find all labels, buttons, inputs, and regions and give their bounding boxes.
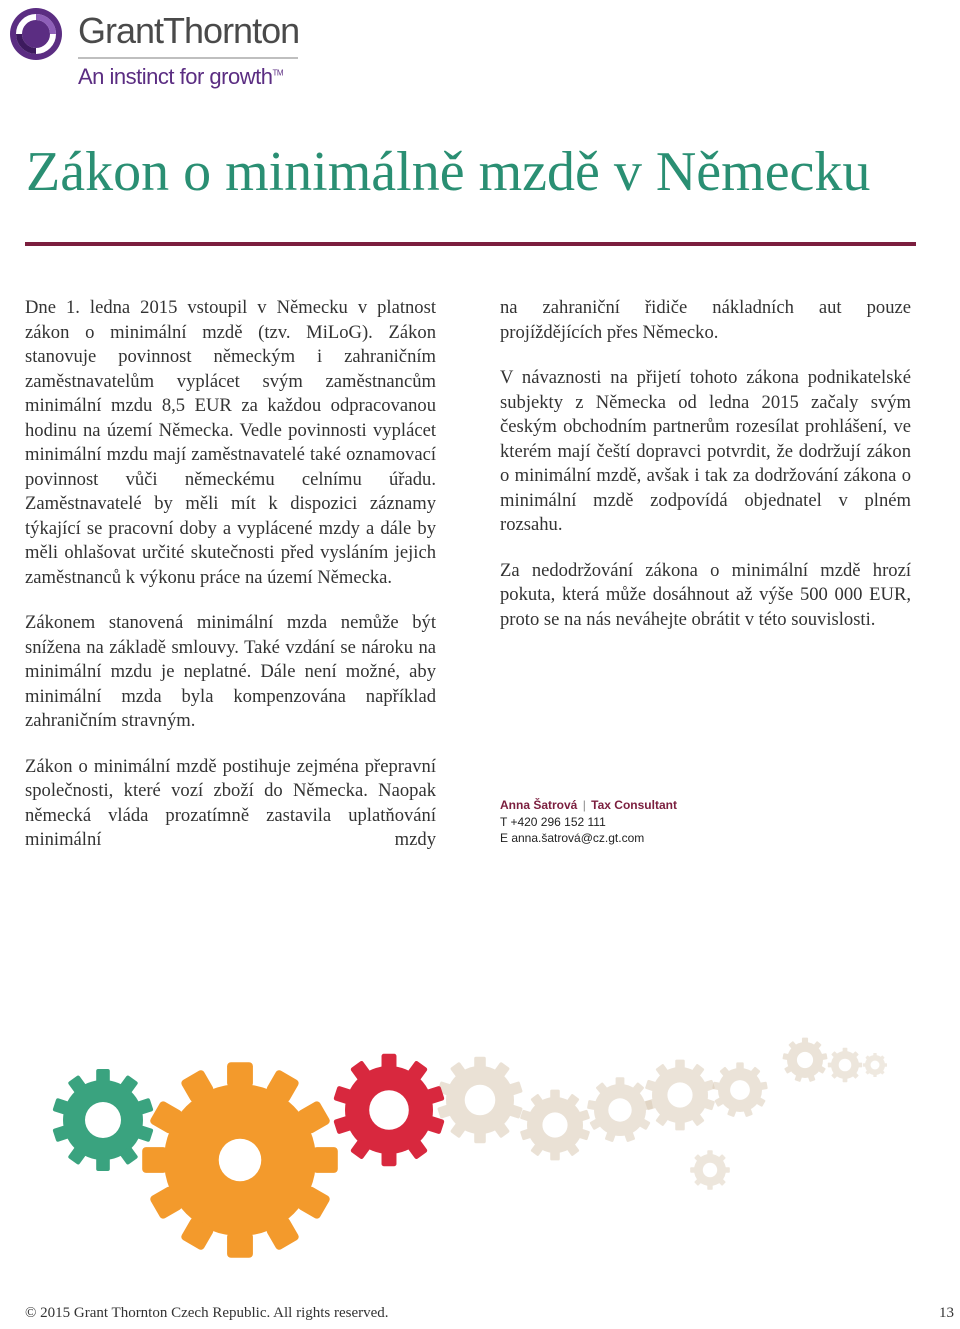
- page-number: 13: [939, 1305, 954, 1321]
- gear-icon: [333, 1054, 445, 1166]
- gear-icon: [520, 1090, 590, 1161]
- gear-icon: [690, 1150, 730, 1190]
- gear-icon: [142, 1062, 338, 1258]
- contact-block: [500, 797, 677, 847]
- paragraph: Zákon o minimální mzdě postihuje zejména přepravní společnosti, které vozí zboží do Německa. Naopak německá vláda prozatímně zastavila uplatňování minimální mzdy: [25, 755, 436, 850]
- contact-email[interactable]: E anna.šatrová@cz.gt.com: [500, 831, 645, 845]
- contact-name: Anna Šatrová: [500, 798, 578, 812]
- grant-thornton-logo: [6, 4, 306, 96]
- grant-thornton-logo-mark-icon: [6, 4, 66, 64]
- paragraph: na zahraniční řidiče nákladních aut pouze projíždějících přes Německo.: [500, 297, 911, 343]
- gear-icon: [587, 1077, 653, 1142]
- gear-icon: [863, 1053, 887, 1077]
- paragraph: Zákonem stanovená minimální mzda nemůže být snížena na základě smlouvy. Také vzdání se nároku na minimální mzdu je neplatné. Dále není možné, aby minimální mzda byla kompenzována například zahraničním stravným.: [25, 612, 436, 731]
- gear-icon: [645, 1060, 715, 1131]
- left-column: [25, 296, 436, 874]
- right-column: [500, 296, 911, 653]
- brand-name: GrantThornton: [78, 10, 300, 51]
- brand-divider: [78, 57, 298, 59]
- gear-icon: [712, 1062, 768, 1117]
- paragraph: V návaznosti na přijetí tohoto zákona podnikatelské subjekty z Německa od ledna 2015 začaly svým českým obchodním partnerům rozesílat prohlášení, ve kterém mají čeští dopravci potvrdit, že dodržují zákon o minimální mzdě, avšak i tak za dodržování zákona o minimální mzdě zodpovídá objednatel v plném rozsahu.: [500, 367, 911, 535]
- contact-role: Tax Consultant: [591, 798, 677, 812]
- contact-name-line: [500, 797, 677, 814]
- page-title: Zákon o minimálně mzdě v Německu: [26, 141, 871, 203]
- gear-icon: [782, 1038, 827, 1082]
- paragraph: Za nedodržování zákona o minimální mzdě hrozí pokuta, která může dosáhnout až výše 500 000 EUR, proto se na nás neváhejte obrátit v této souvislosti.: [500, 559, 911, 630]
- title-divider: [25, 242, 916, 246]
- decorative-gears: [0, 1030, 960, 1270]
- gear-icon: [52, 1069, 153, 1171]
- gear-icon: [437, 1057, 523, 1143]
- paragraph: Dne 1. ledna 2015 vstoupil v Německu v platnost zákon o minimální mzdě (tzv. MiLoG). Zákon stanovuje povinnost německým i zahraničním zaměstnavatelům vyplácet svým zaměstnancům minimální mzdu 8,5 EUR za každou odpracovanou hodinu na území Německa. Vedle povinnosti vyplácet minimální mzdu mají zaměstnavatelé také oznamovací povinnost vůči německému celnímu úřadu. Zaměstnavatelé by měli mít k dispozici záznamy týkající se pracovní doby a vyplácené mzdy a dále by měli ohlašovat určité skutečnosti před vysláním jejich zaměstnanců k výkonu práce na území Německa.: [25, 297, 436, 588]
- contact-separator: |: [582, 798, 586, 812]
- gear-icon: [828, 1048, 862, 1082]
- footer-copyright: © 2015 Grant Thornton Czech Republic. All rights reserved.: [25, 1305, 389, 1321]
- contact-phone: T +420 296 152 111: [500, 814, 606, 829]
- brand-tagline: An instinct for growth™: [78, 64, 283, 89]
